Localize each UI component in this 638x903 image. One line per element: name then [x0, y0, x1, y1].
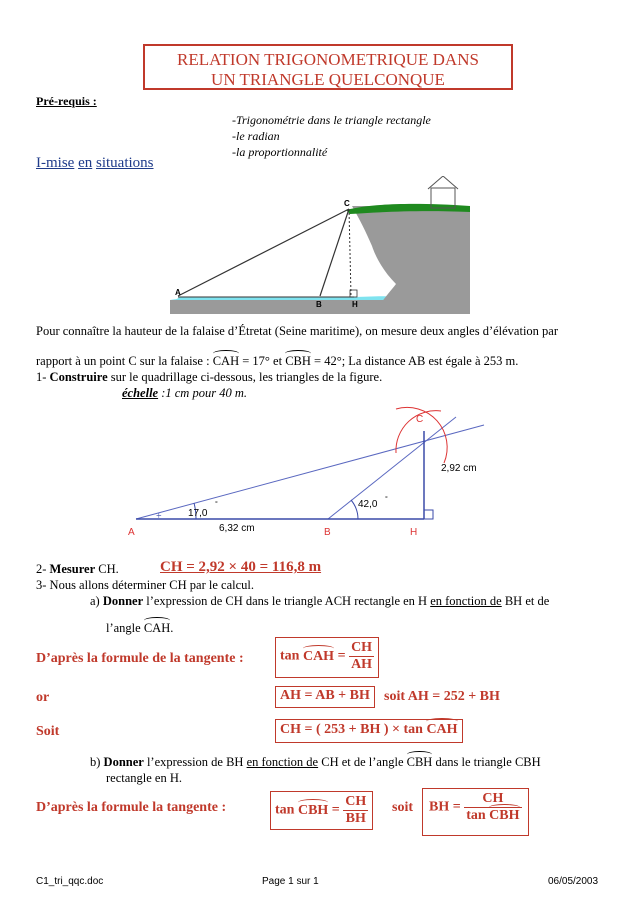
numerator: CH	[345, 794, 367, 809]
fig-label-a: A	[128, 527, 135, 538]
q-verb: Mesurer	[49, 562, 96, 576]
photo-label-a: A	[175, 288, 181, 297]
house-icon	[428, 176, 458, 208]
question-3a	[90, 594, 549, 609]
ah-formula-box: AH = AB + BH	[275, 686, 375, 708]
angle-b-value: 42,0	[358, 499, 378, 510]
intro-line-2	[36, 354, 518, 369]
prereq-item: -la proportionnalité	[232, 145, 328, 159]
equals: =	[334, 648, 350, 664]
tick-mark: +	[156, 511, 162, 522]
q-emphasis: en fonction de	[430, 594, 502, 608]
angle-cbh: CBH	[297, 802, 329, 818]
denominator	[464, 808, 521, 824]
tangent-formula-box	[275, 637, 379, 678]
q-number: 1-	[36, 370, 50, 384]
soit-text: soit	[392, 800, 413, 815]
question-1	[36, 370, 382, 385]
angle-b-deg: °	[385, 496, 388, 503]
tangent-label: D’après la formule de la tangente :	[36, 651, 244, 666]
section-word: situations	[96, 155, 154, 171]
tan-text: tan	[275, 802, 298, 818]
line-ac	[136, 425, 484, 519]
right-angle-mark	[424, 510, 433, 519]
construction-figure	[96, 405, 506, 540]
or-label: or	[36, 690, 50, 705]
prereq-item: -Trigonométrie dans le triangle rectangle	[232, 113, 431, 127]
angle-cah: CAH	[212, 354, 240, 368]
distance-ch: 2,92 cm	[441, 463, 477, 474]
prereq-label: Pré-requis :	[36, 94, 97, 108]
angle-cah: CAH	[302, 648, 335, 664]
angle-cah: CAH	[143, 621, 171, 635]
q-number: a)	[90, 594, 103, 608]
numerator: CH	[464, 791, 521, 808]
title-line-1: RELATION TRIGONOMETRIQUE DANS	[177, 50, 479, 69]
prereq-item: -le radian	[232, 129, 280, 143]
q-text: l’angle	[106, 621, 144, 635]
distance-ab: 6,32 cm	[219, 523, 255, 534]
angle-cbh: CBH	[285, 354, 311, 368]
bh-text: BH =	[429, 799, 465, 815]
bh-formula-box	[422, 788, 529, 836]
ch-formula-text: CH = ( 253 + BH ) × tan	[280, 722, 427, 737]
question-3: 3- Nous allons déterminer CH par le calcul.	[36, 578, 254, 592]
question-2	[36, 562, 119, 577]
angle-cah: CAH	[426, 722, 458, 737]
fig-label-h: H	[410, 527, 418, 538]
footer-filename: C1_tri_qqc.doc	[36, 876, 104, 887]
footer-date: 06/05/2003	[548, 876, 599, 887]
equals: =	[328, 802, 344, 818]
angle-cbh: CBH	[489, 808, 520, 823]
q-text: dans le triangle CBH	[432, 755, 541, 769]
denominator: BH	[345, 811, 366, 826]
q-number: b)	[90, 755, 104, 769]
fraction	[343, 794, 368, 827]
scale-text: :1 cm pour 40 m.	[158, 386, 247, 400]
fig-label-b: B	[324, 527, 331, 538]
q-text: l’expression de CH dans le triangle ACH rectangle en H	[143, 594, 431, 608]
section-word: en	[78, 155, 93, 171]
intro-line-1: Pour connaître la hauteur de la falaise d’Étretat (Seine maritime), on mesure deux angles d’élévation par	[36, 324, 559, 338]
fig-label-c: C	[416, 414, 424, 425]
soit-label: Soit	[36, 724, 60, 739]
photo-label-c: C	[344, 199, 350, 208]
q-verb: Donner	[102, 594, 144, 608]
q-text: l’expression de BH	[143, 755, 247, 769]
q-text: CH.	[95, 562, 119, 576]
line-bc	[328, 417, 456, 519]
denominator: AH	[351, 657, 373, 672]
q-text: .	[170, 621, 174, 635]
intro-text: rapport à un point C sur la falaise :	[36, 354, 213, 368]
angle-a-deg: °	[215, 501, 218, 508]
prereq-list	[232, 112, 431, 160]
question-3b	[90, 755, 541, 770]
tan-text: tan	[466, 808, 490, 823]
photo-label-h: H	[352, 300, 358, 309]
intro-text: = 42°; La distance AB est égale à 253 m.	[310, 354, 519, 368]
q-text: CH et de l’angle	[318, 755, 407, 769]
ah-result: soit AH = 252 + BH	[384, 689, 500, 704]
question-3a-line2	[106, 621, 173, 636]
question-3b-line2: rectangle en H.	[106, 771, 183, 785]
section-word: I-mise	[36, 155, 75, 171]
q-number: 2-	[36, 562, 50, 576]
q-emphasis: en fonction de	[246, 755, 319, 769]
line-ch	[349, 209, 351, 296]
photo-label-b: B	[316, 300, 322, 309]
cliff-illustration	[170, 176, 480, 314]
tan-cbh-box	[270, 791, 373, 830]
title-line-2: UN TRIANGLE QUELCONQUE	[211, 70, 445, 89]
q-text: BH et de	[501, 594, 550, 608]
document-title	[143, 44, 513, 90]
tangent-label-2: D’après la formule la tangente :	[36, 800, 227, 815]
section-heading	[36, 155, 154, 172]
numerator: CH	[351, 640, 373, 655]
angle-b-arc	[351, 500, 358, 519]
fraction	[349, 640, 374, 673]
cliff-base	[170, 300, 410, 314]
measure-answer: CH = 2,92 × 40 = 116,8 m	[160, 559, 322, 575]
intro-text: = 17° et	[239, 354, 286, 368]
q-verb: Donner	[103, 755, 144, 769]
tan-text: tan	[280, 648, 303, 664]
scale-label: échelle	[122, 386, 159, 400]
ch-formula-box	[275, 719, 463, 743]
scale-line	[122, 386, 247, 401]
angle-cbh: CBH	[406, 755, 433, 769]
q-verb: Construire	[49, 370, 108, 384]
fraction	[464, 791, 521, 824]
line-ac	[178, 209, 349, 296]
angle-a-value: 17,0	[188, 508, 208, 519]
q-text: sur le quadrillage ci-dessous, les triangles de la figure.	[107, 370, 383, 384]
footer-page: Page 1 sur 1	[262, 876, 319, 887]
